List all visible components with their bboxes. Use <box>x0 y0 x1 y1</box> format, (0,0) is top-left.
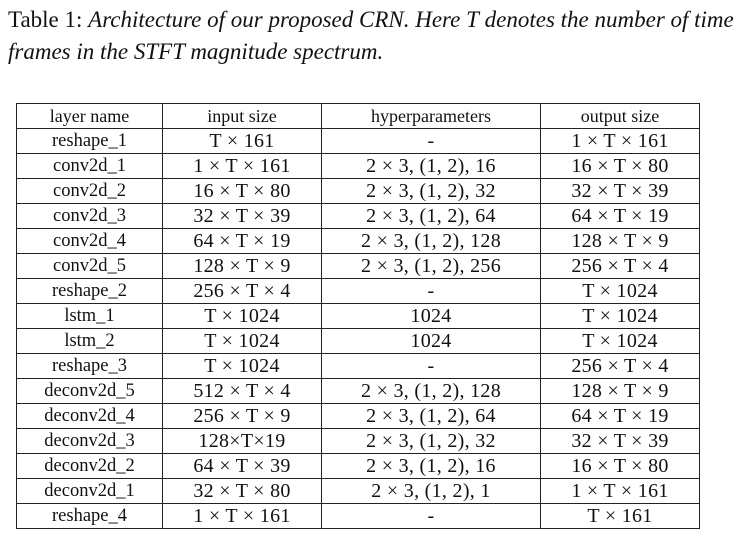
caption-text-before: Architecture of our proposed CRN. Here <box>88 7 461 32</box>
cell-layer-name: deconv2d_3 <box>17 429 163 454</box>
header-hyperparameters: hyperparameters <box>322 104 541 129</box>
cell-input-size: T × 161 <box>163 129 322 154</box>
header-output-size: output size <box>541 104 700 129</box>
cell-input-size: 32 × T × 80 <box>163 479 322 504</box>
cell-layer-name: deconv2d_5 <box>17 379 163 404</box>
cell-hyperparameters: - <box>322 279 541 304</box>
caption-variable: T <box>466 7 479 32</box>
cell-layer-name: deconv2d_2 <box>17 454 163 479</box>
table-caption <box>8 4 736 68</box>
cell-layer-name: reshape_3 <box>17 354 163 379</box>
cell-input-size: 128×T×19 <box>163 429 322 454</box>
cell-input-size: 128 × T × 9 <box>163 254 322 279</box>
cell-layer-name: conv2d_1 <box>17 154 163 179</box>
cell-layer-name: conv2d_2 <box>17 179 163 204</box>
cell-layer-name: deconv2d_4 <box>17 404 163 429</box>
table-row <box>17 329 700 354</box>
cell-layer-name: reshape_1 <box>17 129 163 154</box>
cell-hyperparameters: 2 × 3, (1, 2), 256 <box>322 254 541 279</box>
table-row <box>17 354 700 379</box>
cell-layer-name: reshape_4 <box>17 504 163 529</box>
table-row <box>17 454 700 479</box>
cell-hyperparameters: 2 × 3, (1, 2), 64 <box>322 404 541 429</box>
cell-input-size: T × 1024 <box>163 354 322 379</box>
cell-input-size: 256 × T × 4 <box>163 279 322 304</box>
cell-output-size: 64 × T × 19 <box>541 204 700 229</box>
cell-input-size: 16 × T × 80 <box>163 179 322 204</box>
cell-hyperparameters: 2 × 3, (1, 2), 1 <box>322 479 541 504</box>
cell-output-size: 1 × T × 161 <box>541 479 700 504</box>
cell-output-size: 128 × T × 9 <box>541 229 700 254</box>
table-row <box>17 429 700 454</box>
cell-output-size: T × 1024 <box>541 304 700 329</box>
cell-layer-name: reshape_2 <box>17 279 163 304</box>
table-row <box>17 379 700 404</box>
header-input-size: input size <box>163 104 322 129</box>
cell-hyperparameters: - <box>322 129 541 154</box>
cell-output-size: T × 161 <box>541 504 700 529</box>
cell-output-size: T × 1024 <box>541 329 700 354</box>
cell-input-size: 256 × T × 9 <box>163 404 322 429</box>
cell-hyperparameters: - <box>322 504 541 529</box>
caption-label: Table 1: <box>8 7 83 32</box>
cell-output-size: T × 1024 <box>541 279 700 304</box>
cell-layer-name: lstm_2 <box>17 329 163 354</box>
cell-layer-name: conv2d_3 <box>17 204 163 229</box>
cell-output-size: 16 × T × 80 <box>541 454 700 479</box>
cell-hyperparameters: 2 × 3, (1, 2), 128 <box>322 379 541 404</box>
cell-hyperparameters: 2 × 3, (1, 2), 128 <box>322 229 541 254</box>
cell-output-size: 256 × T × 4 <box>541 354 700 379</box>
cell-layer-name: lstm_1 <box>17 304 163 329</box>
table-row <box>17 304 700 329</box>
table-row <box>17 404 700 429</box>
cell-output-size: 16 × T × 80 <box>541 154 700 179</box>
cell-hyperparameters: 2 × 3, (1, 2), 16 <box>322 154 541 179</box>
table-row <box>17 279 700 304</box>
cell-hyperparameters: 2 × 3, (1, 2), 16 <box>322 454 541 479</box>
cell-input-size: 512 × T × 4 <box>163 379 322 404</box>
cell-hyperparameters: 2 × 3, (1, 2), 32 <box>322 429 541 454</box>
cell-output-size: 32 × T × 39 <box>541 179 700 204</box>
cell-input-size: T × 1024 <box>163 304 322 329</box>
cell-input-size: T × 1024 <box>163 329 322 354</box>
cell-layer-name: conv2d_5 <box>17 254 163 279</box>
header-layer-name: layer name <box>17 104 163 129</box>
table-row <box>17 479 700 504</box>
cell-input-size: 1 × T × 161 <box>163 504 322 529</box>
cell-output-size: 64 × T × 19 <box>541 404 700 429</box>
cell-input-size: 1 × T × 161 <box>163 154 322 179</box>
cell-hyperparameters: 2 × 3, (1, 2), 32 <box>322 179 541 204</box>
architecture-table <box>16 103 700 529</box>
table-row <box>17 504 700 529</box>
table-row <box>17 129 700 154</box>
cell-layer-name: conv2d_4 <box>17 229 163 254</box>
cell-output-size: 128 × T × 9 <box>541 379 700 404</box>
cell-input-size: 64 × T × 19 <box>163 229 322 254</box>
cell-output-size: 256 × T × 4 <box>541 254 700 279</box>
cell-output-size: 1 × T × 161 <box>541 129 700 154</box>
table-row <box>17 229 700 254</box>
table-row <box>17 154 700 179</box>
caption-text-after: denotes the number of time frames in the STFT magnitude spectrum. <box>8 7 734 64</box>
cell-hyperparameters: 2 × 3, (1, 2), 64 <box>322 204 541 229</box>
table-row <box>17 204 700 229</box>
table-header-row <box>17 104 700 129</box>
cell-input-size: 32 × T × 39 <box>163 204 322 229</box>
table-row <box>17 254 700 279</box>
cell-hyperparameters: 1024 <box>322 329 541 354</box>
cell-input-size: 64 × T × 39 <box>163 454 322 479</box>
cell-layer-name: deconv2d_1 <box>17 479 163 504</box>
cell-output-size: 32 × T × 39 <box>541 429 700 454</box>
cell-hyperparameters: - <box>322 354 541 379</box>
cell-hyperparameters: 1024 <box>322 304 541 329</box>
table-row <box>17 179 700 204</box>
